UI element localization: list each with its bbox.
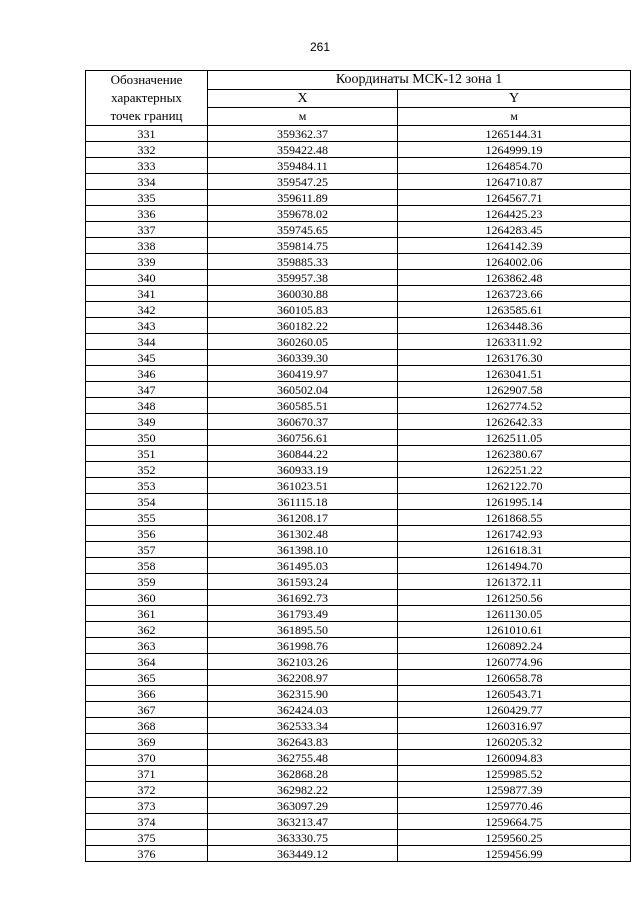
y-coordinate-cell: 1262774.52	[398, 398, 631, 414]
point-id-cell: 335	[86, 190, 208, 206]
y-coordinate-cell: 1261618.31	[398, 542, 631, 558]
table-row	[86, 574, 631, 590]
table-row	[86, 222, 631, 238]
point-id-cell: 359	[86, 574, 208, 590]
y-coordinate-cell: 1261494.70	[398, 558, 631, 574]
point-id-cell: 364	[86, 654, 208, 670]
coordinates-table	[85, 70, 631, 862]
y-coordinate-cell: 1263862.48	[398, 270, 631, 286]
x-coordinate-cell: 361023.51	[208, 478, 398, 494]
x-coordinate-cell: 361115.18	[208, 494, 398, 510]
x-coordinate-cell: 360419.97	[208, 366, 398, 382]
point-id-cell: 331	[86, 126, 208, 142]
x-coordinate-cell: 361895.50	[208, 622, 398, 638]
x-coordinate-cell: 362643.83	[208, 734, 398, 750]
y-coordinate-cell: 1259985.52	[398, 766, 631, 782]
y-coordinate-cell: 1262380.67	[398, 446, 631, 462]
x-coordinate-cell: 362533.34	[208, 718, 398, 734]
table-row	[86, 766, 631, 782]
table-row	[86, 398, 631, 414]
table-row	[86, 414, 631, 430]
y-coordinate-cell: 1264710.87	[398, 174, 631, 190]
point-id-cell: 369	[86, 734, 208, 750]
point-id-cell: 365	[86, 670, 208, 686]
x-coordinate-cell: 359678.02	[208, 206, 398, 222]
x-coordinate-cell: 360030.88	[208, 286, 398, 302]
table-row	[86, 606, 631, 622]
point-id-cell: 341	[86, 286, 208, 302]
y-coordinate-cell: 1260774.96	[398, 654, 631, 670]
header-left-line-2: характерных	[111, 90, 182, 105]
y-coordinate-cell: 1260205.32	[398, 734, 631, 750]
y-coordinate-cell: 1262907.58	[398, 382, 631, 398]
page-number: 261	[309, 40, 331, 54]
point-id-cell: 333	[86, 158, 208, 174]
x-coordinate-cell: 359422.48	[208, 142, 398, 158]
table-row	[86, 846, 631, 862]
table-row	[86, 478, 631, 494]
table-row	[86, 382, 631, 398]
table-row	[86, 558, 631, 574]
point-id-cell: 367	[86, 702, 208, 718]
table-row	[86, 622, 631, 638]
point-id-cell: 338	[86, 238, 208, 254]
y-coordinate-cell: 1263723.66	[398, 286, 631, 302]
x-coordinate-cell: 360670.37	[208, 414, 398, 430]
y-coordinate-cell: 1261995.14	[398, 494, 631, 510]
point-id-cell: 376	[86, 846, 208, 862]
x-coordinate-cell: 362315.90	[208, 686, 398, 702]
table-row	[86, 270, 631, 286]
point-id-cell: 370	[86, 750, 208, 766]
point-id-cell: 357	[86, 542, 208, 558]
table-row	[86, 638, 631, 654]
y-coordinate-cell: 1260658.78	[398, 670, 631, 686]
y-coordinate-cell: 1260094.83	[398, 750, 631, 766]
table-row	[86, 174, 631, 190]
point-id-cell: 340	[86, 270, 208, 286]
y-coordinate-cell: 1261130.05	[398, 606, 631, 622]
table-row	[86, 318, 631, 334]
y-coordinate-cell: 1263448.36	[398, 318, 631, 334]
y-coordinate-cell: 1263311.92	[398, 334, 631, 350]
x-coordinate-cell: 359745.65	[208, 222, 398, 238]
table-row	[86, 734, 631, 750]
y-coordinate-cell: 1260892.24	[398, 638, 631, 654]
x-coordinate-cell: 362103.26	[208, 654, 398, 670]
point-id-cell: 358	[86, 558, 208, 574]
table-row	[86, 254, 631, 270]
y-coordinate-cell: 1263041.51	[398, 366, 631, 382]
point-id-cell: 349	[86, 414, 208, 430]
x-coordinate-cell: 360585.51	[208, 398, 398, 414]
point-id-cell: 372	[86, 782, 208, 798]
point-id-cell: 375	[86, 830, 208, 846]
table-row	[86, 670, 631, 686]
table-row	[86, 590, 631, 606]
y-coordinate-cell: 1262251.22	[398, 462, 631, 478]
x-coordinate-cell: 359814.75	[208, 238, 398, 254]
header-left-line-3: точек границ	[110, 108, 183, 123]
table-row	[86, 430, 631, 446]
table-row	[86, 158, 631, 174]
point-id-cell: 373	[86, 798, 208, 814]
table-row	[86, 718, 631, 734]
x-coordinate-cell: 360844.22	[208, 446, 398, 462]
point-id-cell: 352	[86, 462, 208, 478]
x-coordinate-cell: 359484.11	[208, 158, 398, 174]
coordinates-group-header: Координаты МСК-12 зона 1	[208, 71, 631, 90]
table-row	[86, 286, 631, 302]
y-column-header: Y	[398, 89, 631, 108]
y-coordinate-cell: 1261250.56	[398, 590, 631, 606]
y-coordinate-cell: 1262122.70	[398, 478, 631, 494]
point-id-cell: 354	[86, 494, 208, 510]
x-coordinate-cell: 363330.75	[208, 830, 398, 846]
y-coordinate-cell: 1264854.70	[398, 158, 631, 174]
x-column-header: X	[208, 89, 398, 108]
point-id-cell: 334	[86, 174, 208, 190]
x-coordinate-cell: 359885.33	[208, 254, 398, 270]
point-id-cell: 371	[86, 766, 208, 782]
table-row	[86, 350, 631, 366]
x-coordinate-cell: 360933.19	[208, 462, 398, 478]
x-coordinate-cell: 361593.24	[208, 574, 398, 590]
point-id-cell: 355	[86, 510, 208, 526]
x-coordinate-cell: 362208.97	[208, 670, 398, 686]
table-body	[86, 126, 631, 862]
y-coordinate-cell: 1260429.77	[398, 702, 631, 718]
x-coordinate-cell: 361998.76	[208, 638, 398, 654]
x-coordinate-cell: 359611.89	[208, 190, 398, 206]
y-coordinate-cell: 1264567.71	[398, 190, 631, 206]
table-row	[86, 830, 631, 846]
point-id-cell: 339	[86, 254, 208, 270]
table-row	[86, 446, 631, 462]
x-coordinate-cell: 362755.48	[208, 750, 398, 766]
x-coordinate-cell: 362982.22	[208, 782, 398, 798]
x-coordinate-cell: 360756.61	[208, 430, 398, 446]
point-designation-header	[86, 71, 208, 126]
point-id-cell: 337	[86, 222, 208, 238]
point-id-cell: 368	[86, 718, 208, 734]
table-row	[86, 462, 631, 478]
y-coordinate-cell: 1259770.46	[398, 798, 631, 814]
table-row	[86, 302, 631, 318]
point-id-cell: 348	[86, 398, 208, 414]
x-coordinate-cell: 361208.17	[208, 510, 398, 526]
point-id-cell: 342	[86, 302, 208, 318]
point-id-cell: 362	[86, 622, 208, 638]
x-coordinate-cell: 359957.38	[208, 270, 398, 286]
y-coordinate-cell: 1262642.33	[398, 414, 631, 430]
x-coordinate-cell: 360260.05	[208, 334, 398, 350]
point-id-cell: 360	[86, 590, 208, 606]
y-coordinate-cell: 1263585.61	[398, 302, 631, 318]
header-left-line-1: Обозначение	[110, 72, 183, 87]
x-coordinate-cell: 361398.10	[208, 542, 398, 558]
x-coordinate-cell: 359547.25	[208, 174, 398, 190]
table-row	[86, 206, 631, 222]
x-coordinate-cell: 361793.49	[208, 606, 398, 622]
x-coordinate-cell: 360105.83	[208, 302, 398, 318]
y-unit: м	[398, 108, 631, 126]
point-id-cell: 374	[86, 814, 208, 830]
x-coordinate-cell: 360182.22	[208, 318, 398, 334]
table-row	[86, 798, 631, 814]
x-coordinate-cell: 363213.47	[208, 814, 398, 830]
y-coordinate-cell: 1261010.61	[398, 622, 631, 638]
y-coordinate-cell: 1264142.39	[398, 238, 631, 254]
table-row	[86, 782, 631, 798]
table-row	[86, 238, 631, 254]
x-coordinate-cell: 361495.03	[208, 558, 398, 574]
y-coordinate-cell: 1265144.31	[398, 126, 631, 142]
y-coordinate-cell: 1264999.19	[398, 142, 631, 158]
y-coordinate-cell: 1259560.25	[398, 830, 631, 846]
point-id-cell: 366	[86, 686, 208, 702]
table-row	[86, 190, 631, 206]
table-row	[86, 654, 631, 670]
x-coordinate-cell: 362424.03	[208, 702, 398, 718]
table-row	[86, 542, 631, 558]
x-coordinate-cell: 362868.28	[208, 766, 398, 782]
point-id-cell: 343	[86, 318, 208, 334]
x-coordinate-cell: 360339.30	[208, 350, 398, 366]
y-coordinate-cell: 1263176.30	[398, 350, 631, 366]
y-coordinate-cell: 1264002.06	[398, 254, 631, 270]
y-coordinate-cell: 1261372.11	[398, 574, 631, 590]
point-id-cell: 344	[86, 334, 208, 350]
y-coordinate-cell: 1261742.93	[398, 526, 631, 542]
x-coordinate-cell: 363097.29	[208, 798, 398, 814]
y-coordinate-cell: 1259456.99	[398, 846, 631, 862]
table-row	[86, 702, 631, 718]
x-coordinate-cell: 360502.04	[208, 382, 398, 398]
y-coordinate-cell: 1261868.55	[398, 510, 631, 526]
point-id-cell: 363	[86, 638, 208, 654]
table-row	[86, 494, 631, 510]
table-row	[86, 526, 631, 542]
x-unit: м	[208, 108, 398, 126]
x-coordinate-cell: 363449.12	[208, 846, 398, 862]
table-row	[86, 686, 631, 702]
point-id-cell: 353	[86, 478, 208, 494]
y-coordinate-cell: 1262511.05	[398, 430, 631, 446]
point-id-cell: 361	[86, 606, 208, 622]
table-row	[86, 750, 631, 766]
table-row	[86, 366, 631, 382]
x-coordinate-cell: 359362.37	[208, 126, 398, 142]
x-coordinate-cell: 361692.73	[208, 590, 398, 606]
y-coordinate-cell: 1260543.71	[398, 686, 631, 702]
table-row	[86, 334, 631, 350]
point-id-cell: 345	[86, 350, 208, 366]
y-coordinate-cell: 1259877.39	[398, 782, 631, 798]
point-id-cell: 351	[86, 446, 208, 462]
y-coordinate-cell: 1260316.97	[398, 718, 631, 734]
y-coordinate-cell: 1259664.75	[398, 814, 631, 830]
point-id-cell: 332	[86, 142, 208, 158]
point-id-cell: 347	[86, 382, 208, 398]
point-id-cell: 350	[86, 430, 208, 446]
x-coordinate-cell: 361302.48	[208, 526, 398, 542]
table-row	[86, 142, 631, 158]
point-id-cell: 356	[86, 526, 208, 542]
point-id-cell: 346	[86, 366, 208, 382]
point-id-cell: 336	[86, 206, 208, 222]
y-coordinate-cell: 1264425.23	[398, 206, 631, 222]
table-row	[86, 814, 631, 830]
table-row	[86, 510, 631, 526]
y-coordinate-cell: 1264283.45	[398, 222, 631, 238]
table-row	[86, 126, 631, 142]
